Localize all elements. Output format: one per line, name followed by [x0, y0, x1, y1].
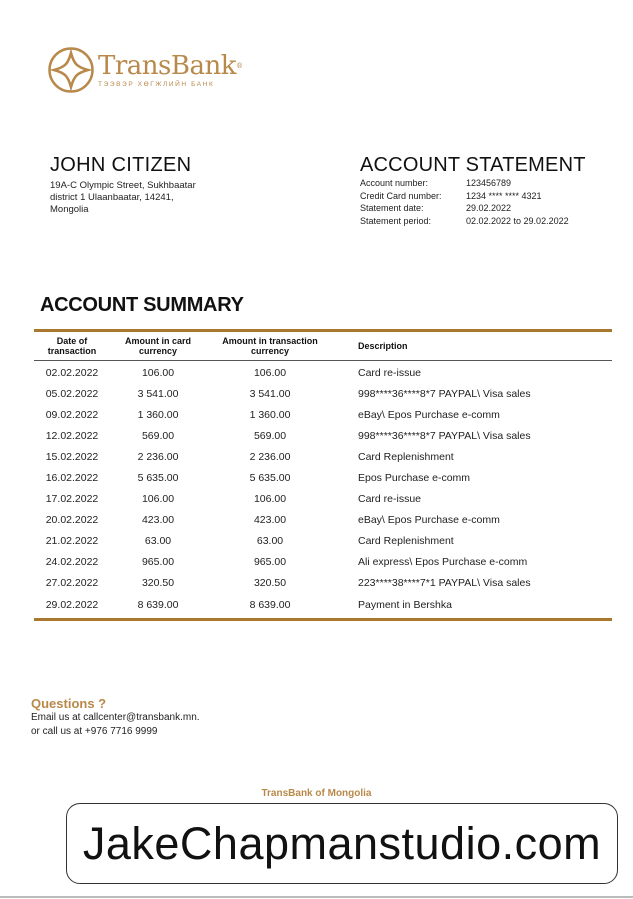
statement-field-date: [360, 202, 610, 215]
field-label: Statement date:: [360, 203, 424, 214]
cell-date: 16.02.2022: [45, 472, 99, 485]
cell-description: Card Replenishment: [358, 535, 454, 548]
cell-amount-transaction: 63.00: [256, 535, 284, 548]
customer-address: [50, 180, 230, 216]
statement-field-period: [360, 215, 610, 228]
questions-title: Questions ?: [31, 696, 107, 711]
cell-amount-card: 5 635.00: [137, 472, 179, 485]
cell-amount-transaction: 106.00: [253, 493, 287, 506]
table-row: [34, 446, 612, 467]
table-row: [34, 531, 612, 552]
watermark-banner: [66, 803, 618, 884]
table-row: [34, 404, 612, 425]
cell-date: 02.02.2022: [45, 366, 99, 379]
cell-description: Card Replenishment: [358, 450, 454, 463]
cell-amount-transaction: 423.00: [253, 514, 287, 527]
cell-description: Payment in Bershka: [358, 598, 452, 611]
statement-field-card-number: [360, 190, 610, 203]
table-row: [34, 573, 612, 594]
address-line-1: 19A-C Olympic Street, Sukhbaatar: [50, 180, 196, 191]
header-amount-card: Amount in card currency: [124, 336, 191, 356]
field-value: 02.02.2022 to 29.02.2022: [466, 215, 569, 226]
customer-block: [50, 154, 230, 216]
cell-amount-transaction: 965.00: [253, 556, 287, 569]
table-bottom-rule: [34, 618, 612, 621]
cell-amount-card: 423.00: [141, 514, 175, 527]
field-label: Credit Card number:: [360, 190, 442, 201]
cell-amount-card: 63.00: [144, 535, 172, 548]
cell-amount-transaction: 320.50: [253, 577, 287, 590]
cell-description: eBay\ Epos Purchase e-comm: [358, 514, 500, 527]
cell-amount-card: 965.00: [141, 556, 175, 569]
logo-registered-mark: ®: [235, 61, 243, 70]
address-line-2: district 1 Ulaanbaatar, 14241,: [50, 192, 174, 203]
customer-name: JOHN CITIZEN: [50, 154, 192, 176]
cell-date: 12.02.2022: [45, 429, 99, 442]
bank-logo: [48, 46, 242, 94]
table-row: [34, 425, 612, 446]
cell-amount-card: 106.00: [141, 493, 175, 506]
cell-amount-card: 320.50: [141, 577, 175, 590]
cell-description: 223****38****7*1 PAYPAL\ Visa sales: [358, 577, 531, 590]
transbank-logo-icon: [48, 47, 94, 93]
footer-brand: TransBank of Mongolia: [261, 788, 372, 799]
table-row: [34, 383, 612, 404]
field-label: Statement period:: [360, 215, 432, 226]
cell-amount-card: 569.00: [141, 429, 175, 442]
cell-amount-transaction: 3 541.00: [249, 387, 291, 400]
page-bottom-divider: [0, 896, 633, 898]
cell-description: eBay\ Epos Purchase e-comm: [358, 408, 500, 421]
cell-amount-transaction: 5 635.00: [249, 472, 291, 485]
table-header: [34, 332, 612, 361]
field-value: 1234 **** **** 4321: [466, 190, 542, 201]
statement-field-account-number: [360, 177, 610, 190]
statement-block: [360, 154, 610, 227]
header-description: Description: [358, 341, 408, 351]
cell-amount-card: 1 360.00: [137, 408, 179, 421]
cell-description: Card re-issue: [358, 493, 422, 506]
cell-date: 15.02.2022: [45, 450, 99, 463]
header-amount-transaction: Amount in transaction currency: [222, 336, 318, 356]
summary-title: ACCOUNT SUMMARY: [40, 294, 244, 316]
watermark-text: JakeChapmanstudio.com: [82, 817, 602, 869]
cell-date: 21.02.2022: [45, 535, 99, 548]
cell-amount-transaction: 8 639.00: [249, 598, 291, 611]
transactions-table: [34, 329, 612, 621]
questions-block: [31, 696, 200, 738]
field-value: 123456789: [466, 178, 512, 188]
cell-date: 27.02.2022: [45, 577, 99, 590]
cell-description: Card re-issue: [358, 366, 422, 379]
cell-date: 20.02.2022: [45, 514, 99, 527]
cell-date: 09.02.2022: [45, 408, 99, 421]
cell-date: 17.02.2022: [45, 493, 99, 506]
table-body: [34, 361, 612, 615]
cell-amount-transaction: 569.00: [253, 429, 287, 442]
email-line: Email us at callcenter@transbank.mn.: [31, 712, 200, 723]
address-line-3: Mongolia: [50, 204, 89, 215]
cell-date: 05.02.2022: [45, 387, 99, 400]
table-row: [34, 552, 612, 573]
cell-date: 24.02.2022: [45, 556, 99, 569]
logo-name: TransBank: [98, 50, 236, 81]
cell-amount-transaction: 1 360.00: [249, 408, 291, 421]
cell-amount-card: 106.00: [141, 366, 175, 379]
phone-line: or call us at +976 7716 9999: [31, 725, 158, 737]
cell-date: 29.02.2022: [45, 598, 99, 611]
table-row: [34, 489, 612, 510]
cell-amount-transaction: 106.00: [253, 366, 287, 379]
cell-description: Ali express\ Epos Purchase e-comm: [358, 556, 528, 569]
statement-title: ACCOUNT STATEMENT: [360, 154, 586, 176]
table-row: [34, 510, 612, 531]
cell-amount-transaction: 2 236.00: [249, 450, 291, 463]
table-row: [34, 594, 612, 615]
logo-tagline: ТЭЭВЭР ХӨГЖЛИЙН БАНК: [98, 80, 215, 88]
table-row: [34, 362, 612, 383]
field-label: Account number:: [360, 178, 429, 188]
cell-amount-card: 2 236.00: [137, 450, 179, 463]
cell-description: 998****36****8*7 PAYPAL\ Visa sales: [358, 387, 531, 400]
header-date: Date of transaction: [47, 336, 97, 356]
field-value: 29.02.2022: [466, 203, 512, 214]
cell-description: Epos Purchase e-comm: [358, 472, 471, 485]
cell-amount-card: 3 541.00: [137, 387, 179, 400]
cell-description: 998****36****8*7 PAYPAL\ Visa sales: [358, 429, 531, 442]
table-row: [34, 467, 612, 488]
cell-amount-card: 8 639.00: [137, 598, 179, 611]
